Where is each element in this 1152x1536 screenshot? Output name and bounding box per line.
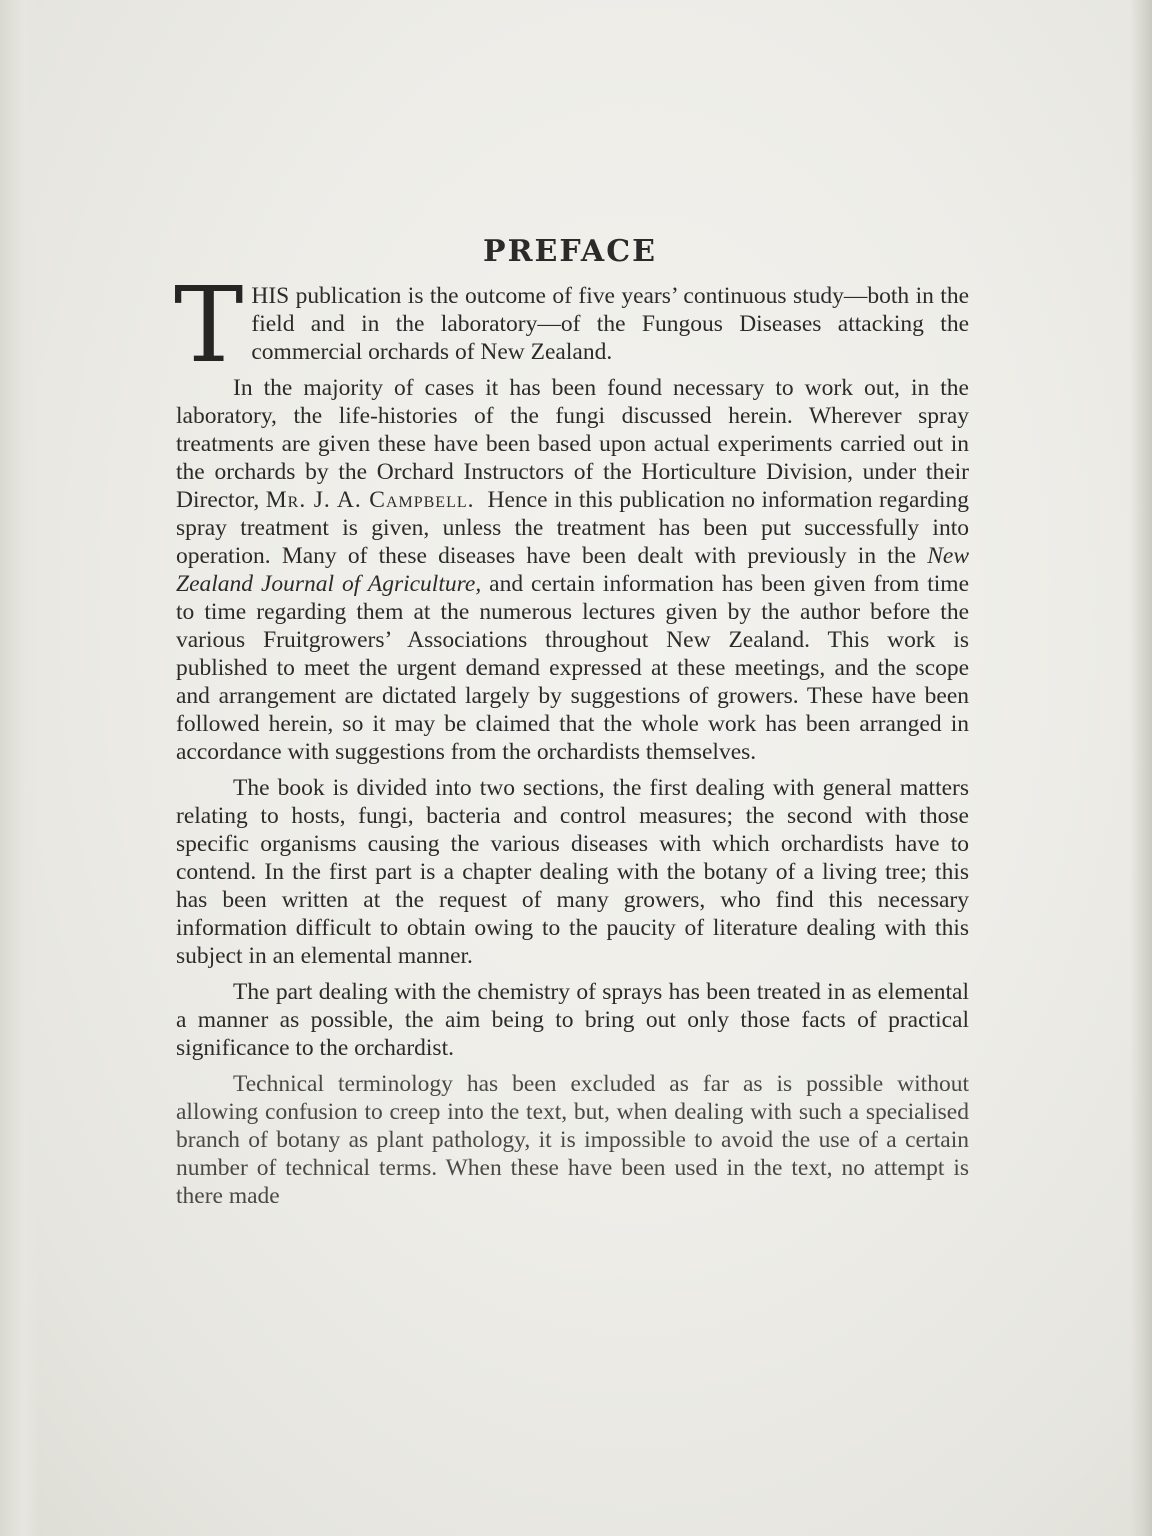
drop-cap: T [174, 264, 244, 386]
paragraph-3 [176, 774, 969, 970]
paragraph-4-text: The part dealing with the chemistry of sprays has been treated in as elemental a manner as possible, the aim being to bring out only those facts of practical significance to the orchardist. [176, 979, 969, 1061]
paragraph-4 [176, 978, 969, 1062]
page-edge-shadow [1130, 0, 1152, 1536]
journal-title: New Zealand Journal of Agriculture, [176, 543, 970, 597]
paragraph-2-text-c: and certain information has been given from time to time regarding them at the numerous lectures given by the author before the various Fruitgrowers’ Associations throughout New Zealand. This work is published to meet the urgent demand expressed at these meetings, and the scope and arrangement are dictated largely by suggestions of growers. These have been followed herein, so it may be claimed that the whole work has been arranged in accordance with suggestions from the orchardists themselves. [176, 571, 970, 765]
paragraph-1-text: HIS publication is the outcome of five years’ continuous study—both in the field and in the laboratory—of the Fungous Diseases attacking the commercial orchards of New Zealand. [251, 283, 969, 365]
paragraph-5 [176, 1070, 969, 1210]
paragraph-3-text: The book is divided into two sections, the first dealing with general matters relating to hosts, fungi, bacteria and control measures; the second with those specific organisms causing the various diseases with which orchardists have to contend. In the first part is a chapter dealing with the botany of a living tree; this has been written at the request of many growers, who find this necessary information difficult to obtain owing to the paucity of literature dealing with this subject in an elemental manner. [176, 775, 969, 969]
director-name: Mr. J. A. Campbell. [265, 487, 475, 513]
paragraph-2-text-b: Hence in this publication no information regarding spray treatment is given, unless the treatment has been put successfully into operation. Many of these diseases have been dealt with previously in the [176, 487, 970, 569]
page-title: PREFACE [483, 234, 657, 270]
preface-body [174, 264, 970, 1218]
paragraph-2-text-a: In the majority of cases it has been found necessary to work out, in the laboratory, the life-histories of the fungi discussed herein. Wherever spray treatments are given these have been based upon actual experiments carried out in the orchards by the Orchard Instructors of the Horticulture Division, under their Director, [176, 375, 969, 513]
paragraph-2 [176, 374, 969, 766]
paragraph-5-text: Technical terminology has been excluded as far as is possible without allowing confusion to creep into the text, but, when dealing with such a specialised branch of botany as plant pathology, it is impossible to avoid the use of a certain number of technical terms. When these have been used in the text, no attempt is there made [176, 1071, 969, 1209]
page-gutter-shadow [0, 0, 40, 1536]
paragraph-1 [174, 264, 969, 386]
